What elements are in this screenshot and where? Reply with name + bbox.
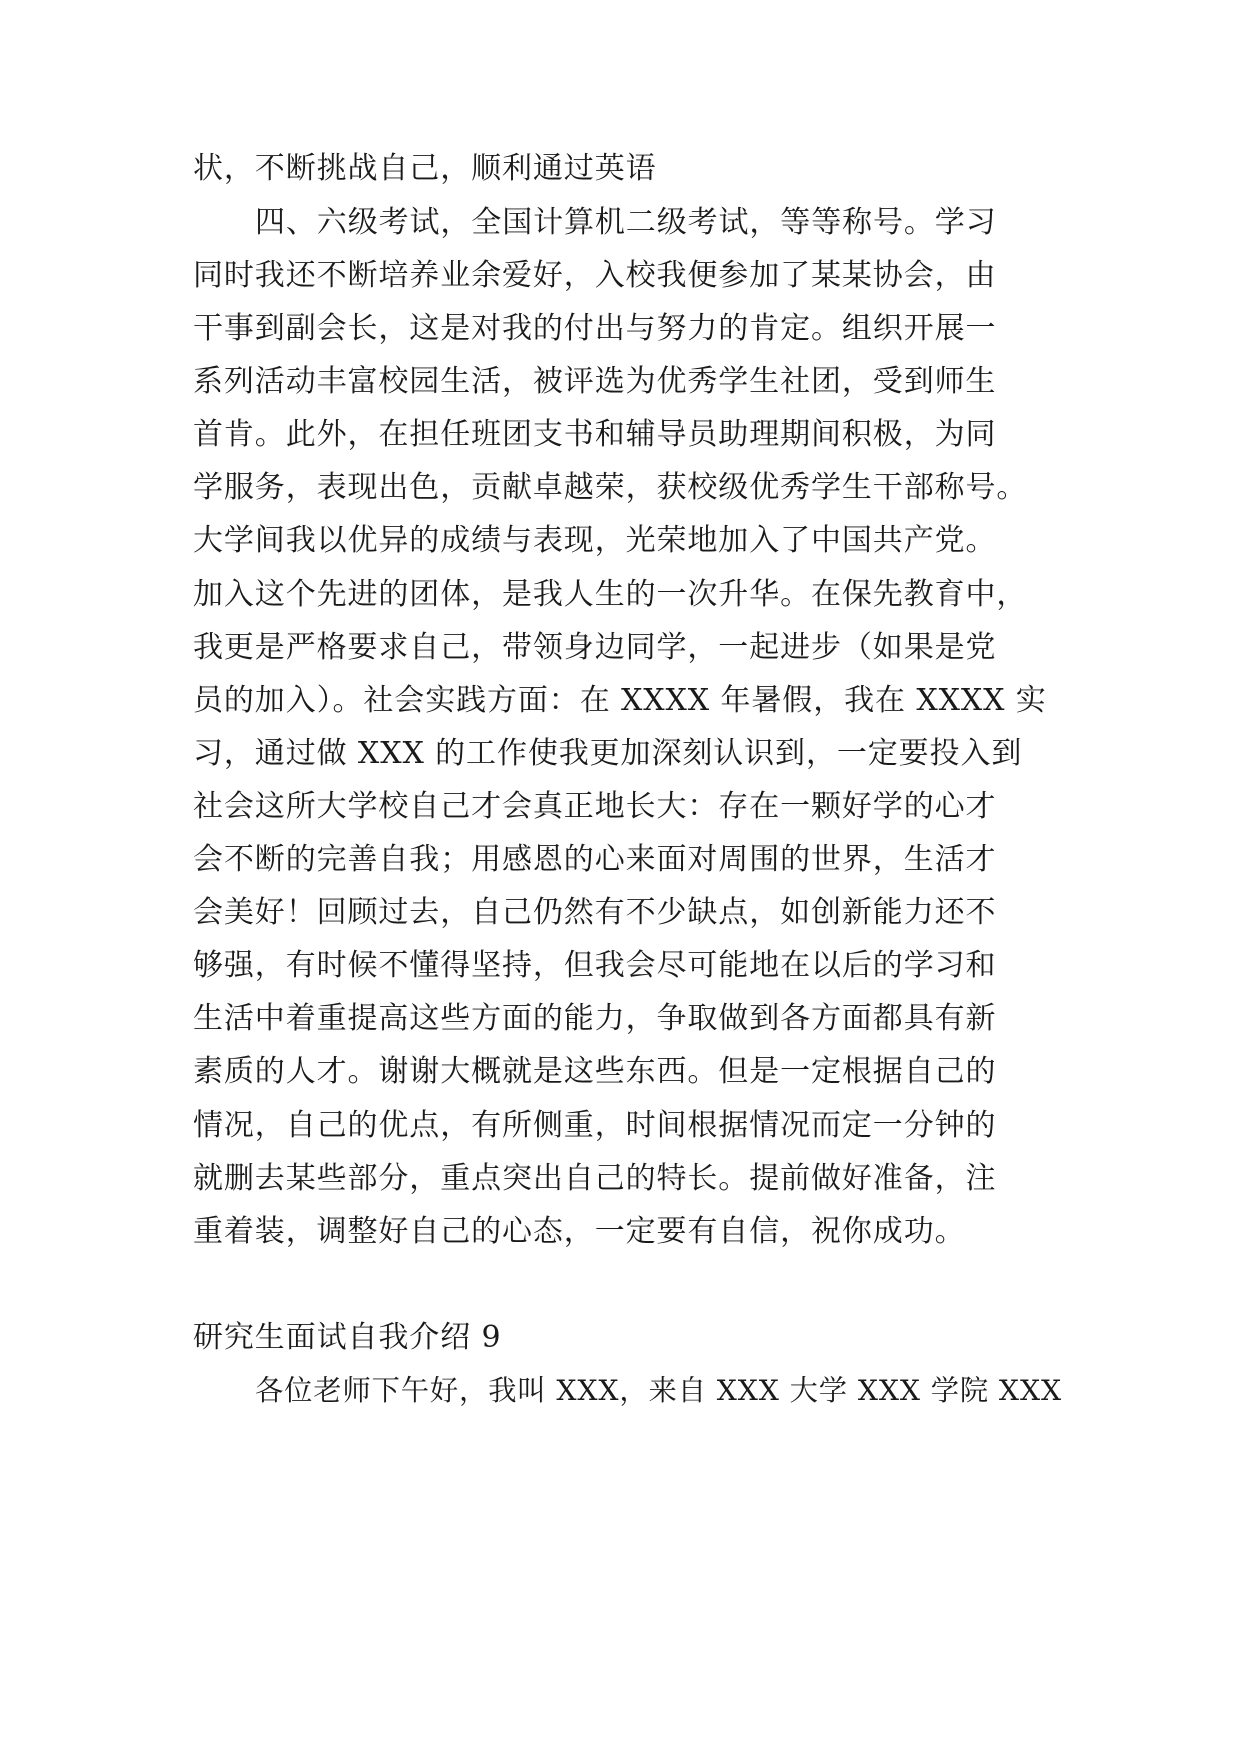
paragraph-line: 生活中着重提高这些方面的能力，争取做到各方面都具有新 [193, 1001, 997, 1036]
paragraph-line: 我更是严格要求自己，带领身边同学，一起进步（如果是党 [193, 630, 997, 665]
paragraph-line: 社会这所大学校自己才会真正地长大：存在一颗好学的心才 [193, 789, 997, 824]
paragraph-line: 四、六级考试，全国计算机二级考试，等等称号。学习 [255, 205, 997, 240]
paragraph-line: 会美好！回顾过去，自己仍然有不少缺点，如创新能力还不 [193, 895, 997, 930]
section-heading: 研究生面试自我介绍 9 [193, 1320, 502, 1355]
paragraph-line: 干事到副会长，这是对我的付出与努力的肯定。组织开展一 [193, 311, 997, 346]
paragraph-line: 重着装，调整好自己的心态，一定要有自信，祝你成功。 [193, 1214, 966, 1249]
paragraph-line: 系列活动丰富校园生活，被评选为优秀学生社团，受到师生 [193, 364, 997, 399]
paragraph-line: 就删去某些部分，重点突出自己的特长。提前做好准备，注 [193, 1161, 997, 1196]
paragraph-line: 学服务，表现出色，贡献卓越荣，获校级优秀学生干部称号。 [193, 470, 1028, 505]
paragraph-line: 首肯。此外，在担任班团支书和辅导员助理期间积极，为同 [193, 417, 997, 452]
paragraph-line: 情况，自己的优点，有所侧重，时间根据情况而定一分钟的 [193, 1108, 997, 1143]
paragraph-line: 员的加入）。社会实践方面：在 XXXX 年暑假，我在 XXXX 实 [193, 683, 1047, 718]
paragraph-line: 状，不断挑战自己，顺利通过英语 [193, 151, 657, 186]
paragraph-line: 各位老师下午好，我叫 XXX，来自 XXX 大学 XXX 学院 XXX [255, 1374, 1062, 1407]
paragraph-line: 大学间我以优异的成绩与表现，光荣地加入了中国共产党。 [193, 523, 997, 558]
paragraph-line: 同时我还不断培养业余爱好，入校我便参加了某某协会，由 [193, 258, 997, 293]
paragraph-line: 素质的人才。谢谢大概就是这些东西。但是一定根据自己的 [193, 1054, 997, 1089]
paragraph-line: 习，通过做 XXX 的工作使我更加深刻认识到，一定要投入到 [193, 736, 1023, 771]
paragraph-line: 会不断的完善自我；用感恩的心来面对周围的世界，生活才 [193, 842, 997, 877]
paragraph-line: 加入这个先进的团体，是我人生的一次升华。在保先教育中， [193, 577, 1028, 612]
paragraph-line: 够强，有时候不懂得坚持，但我会尽可能地在以后的学习和 [193, 948, 997, 983]
